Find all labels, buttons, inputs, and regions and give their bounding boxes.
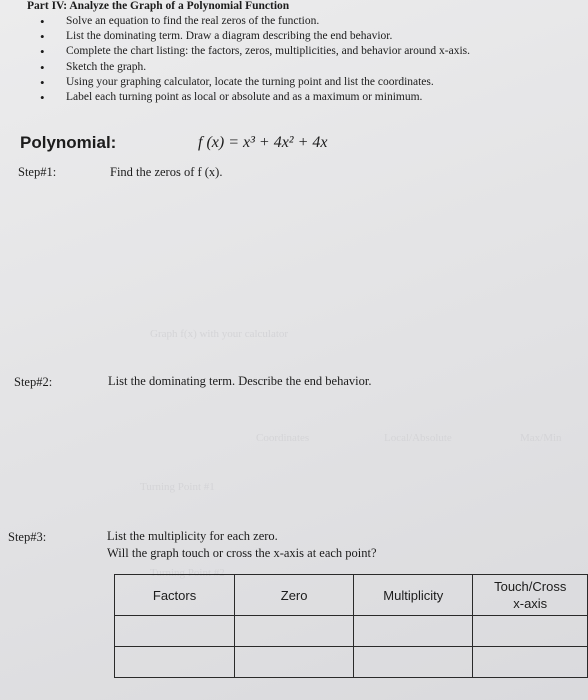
step-1-line: Find the zeros of f (x). bbox=[110, 165, 223, 179]
chart-cell-multiplicity[interactable] bbox=[354, 616, 473, 647]
chart-cell-zero[interactable] bbox=[235, 647, 354, 678]
zeros-chart bbox=[114, 574, 588, 678]
chart-header-touch-cross-line2: x-axis bbox=[513, 596, 548, 611]
instruction-item: • Sketch the graph. bbox=[40, 60, 470, 75]
chart-cell-factor[interactable] bbox=[115, 647, 235, 678]
chart-cell-factor[interactable] bbox=[115, 616, 235, 647]
chart-header-factors: Factors bbox=[115, 575, 235, 616]
step-2-line: List the dominating term. Describe the end behavior. bbox=[108, 374, 372, 388]
bleed-through-text: Max/Min bbox=[520, 432, 562, 444]
instruction-item: • Label each turning point as local or absolute and as a maximum or minimum. bbox=[40, 90, 470, 105]
chart-cell-multiplicity[interactable] bbox=[354, 647, 473, 678]
instruction-item: • Using your graphing calculator, locate the turning point and list the coordinates. bbox=[40, 75, 470, 90]
chart-cell-touch-cross[interactable] bbox=[473, 647, 588, 678]
step-2-description bbox=[108, 373, 371, 390]
bleed-through-text: Turning Point #1 bbox=[140, 481, 215, 493]
chart-header-touch-cross-line1: Touch/Cross bbox=[494, 579, 567, 594]
chart-cell-touch-cross[interactable] bbox=[473, 616, 588, 647]
bleed-through-text: Local/Absolute bbox=[384, 432, 452, 444]
polynomial-function: f (x) = x³ + 4x² + 4x bbox=[198, 134, 328, 151]
step-3-description bbox=[107, 528, 377, 562]
step-1-description bbox=[110, 164, 222, 181]
chart-row bbox=[115, 647, 588, 678]
bleed-through-text: Turning Point #2 bbox=[150, 567, 225, 579]
step-3-label: Step#3: bbox=[8, 530, 47, 544]
chart-header-zero: Zero bbox=[235, 575, 354, 616]
step-3-line: Will the graph touch or cross the x-axis at each point? bbox=[107, 546, 377, 560]
step-1-label: Step#1: bbox=[18, 165, 57, 179]
instruction-item: • Complete the chart listing: the factors, zeros, multiplicities, and behavior around x-axis. bbox=[40, 44, 470, 59]
chart-header-multiplicity: Multiplicity bbox=[354, 575, 473, 616]
instruction-item: • List the dominating term. Draw a diagram describing the end behavior. bbox=[40, 29, 470, 44]
bleed-through-text: Coordinates bbox=[256, 432, 310, 444]
step-2-label: Step#2: bbox=[14, 375, 53, 389]
bleed-through-text: Graph f(x) with your calculator bbox=[150, 328, 289, 340]
part-title: Part IV: Analyze the Graph of a Polynomial Function bbox=[27, 0, 290, 12]
chart-row bbox=[115, 616, 588, 647]
chart-header-touch-cross bbox=[473, 575, 588, 616]
instruction-item: • Solve an equation to find the real zeros of the function. bbox=[40, 14, 470, 29]
polynomial-label: Polynomial: bbox=[20, 133, 117, 152]
chart-header-row bbox=[115, 575, 588, 616]
step-3-line: List the multiplicity for each zero. bbox=[107, 529, 278, 543]
instruction-list bbox=[40, 14, 470, 105]
chart-cell-zero[interactable] bbox=[235, 616, 354, 647]
